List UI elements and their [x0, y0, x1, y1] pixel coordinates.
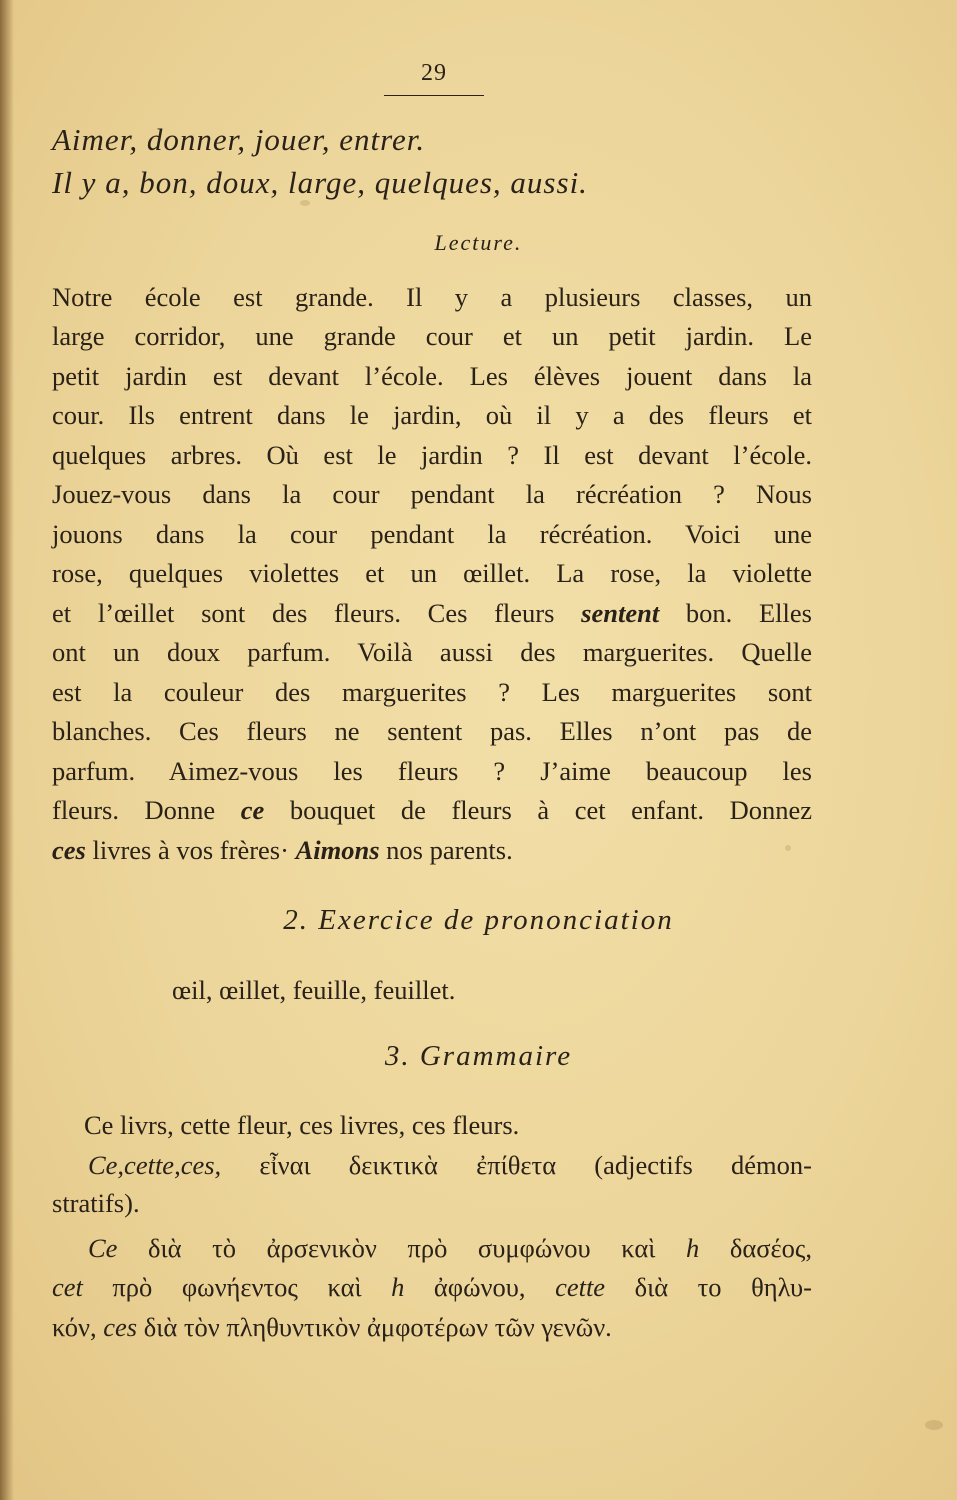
reading-line: jouons dans la cour pendant la récréation. Voici une — [52, 519, 812, 549]
grammar-term: Ce — [88, 1233, 118, 1263]
grammar-text-segment: διὰ το θηλυ- — [605, 1272, 812, 1302]
emphasis-word: ces — [52, 835, 86, 865]
reading-text-segment: bon. Elles — [659, 598, 812, 628]
reading-line: quelques arbres. Où est le jardin ? Il est devant l’école. — [52, 440, 812, 470]
grammar-rule-line: stratifs). — [52, 1188, 140, 1218]
grammar-example: Ce livrs, cette fleur, ces livres, ces fleurs. — [84, 1110, 520, 1140]
emphasis-word: Aimons — [295, 835, 380, 865]
grammar-rule-line — [52, 1272, 812, 1302]
reading-line: large corridor, une grande cour et un petit jardin. Le — [52, 321, 812, 351]
grammar-term: cette — [555, 1272, 606, 1302]
reading-text-segment: livres à vos frères· — [85, 835, 296, 865]
pronunciation-words: œil, œillet, feuille, feuillet. — [172, 975, 456, 1005]
reading-line: Notre école est grande. Il y a plusieurs classes, un — [52, 282, 812, 312]
reading-text-segment: nos parents. — [379, 835, 513, 865]
reading-line: petit jardin est devant l’école. Les élèves jouent dans la — [52, 361, 812, 391]
grammar-text-segment: κόν, — [52, 1312, 104, 1342]
vocabulary-words: Il y a, bon, doux, large, quelques, aussi. — [52, 165, 588, 200]
reading-line: cour. Ils entrent dans le jardin, où il y a des fleurs et — [52, 400, 812, 430]
page-number: 29 — [421, 60, 447, 86]
spine-shadow — [0, 0, 14, 1500]
grammar-term: ces — [103, 1312, 138, 1342]
reading-heading: Lecture. — [434, 230, 523, 255]
grammar-rule-line — [52, 1312, 612, 1342]
grammar-text-segment: εἶναι δεικτικὰ ἐπίθετα (adjectifs démon- — [221, 1150, 812, 1180]
grammar-text-segment: ἀφώνου, — [404, 1272, 556, 1302]
page-number-rule — [384, 95, 484, 96]
reading-line: blanches. Ces fleurs ne sentent pas. Elles n’ont pas de — [52, 716, 812, 746]
grammar-heading: 3. Grammaire — [384, 1040, 573, 1072]
grammar-text-segment: δασέος, — [699, 1233, 812, 1263]
pronunciation-heading: 2. Exercice de prononciation — [283, 904, 674, 936]
reading-line — [52, 835, 513, 865]
grammar-term: Ce,cette,ces, — [88, 1150, 222, 1180]
reading-line: parfum. Aimez-vous les fleurs ? J’aime beaucoup les — [52, 756, 812, 786]
grammar-term: h — [391, 1272, 405, 1302]
vocabulary-verbs: Aimer, donner, jouer, entrer. — [52, 122, 426, 157]
emphasis-word: ce — [240, 795, 265, 825]
paper-stain — [925, 1420, 943, 1430]
grammar-text-segment: διὰ τὸ ἀρσενικὸν πρὸ συμφώνου καὶ — [117, 1233, 686, 1263]
grammar-text-segment: πρὸ φωνήεντος καὶ — [82, 1272, 392, 1302]
reading-line: Jouez-vous dans la cour pendant la récréation ? Nous — [52, 479, 812, 509]
reading-line: rose, quelques violettes et un œillet. La rose, la violette — [52, 558, 812, 588]
reading-text-segment: fleurs. Donne — [52, 795, 241, 825]
grammar-rule-line — [88, 1233, 812, 1263]
grammar-text-segment: διὰ τὸν πληθυντικὸν ἀμφοτέρων τῶν γενῶν. — [137, 1312, 612, 1342]
reading-text-segment: et l’œillet sont des fleurs. Ces fleurs — [52, 598, 582, 628]
reading-line: ont un doux parfum. Voilà aussi des marguerites. Quelle — [52, 637, 812, 667]
reading-line — [52, 795, 812, 825]
grammar-term: cet — [52, 1272, 83, 1302]
paper-stain — [785, 845, 791, 851]
reading-line — [52, 598, 812, 628]
grammar-rule-line — [88, 1150, 812, 1180]
emphasis-word: sentent — [581, 598, 660, 628]
grammar-term: h — [685, 1233, 700, 1263]
reading-line: est la couleur des marguerites ? Les marguerites sont — [52, 677, 812, 707]
reading-text-segment: bouquet de fleurs à cet enfant. Donnez — [264, 795, 812, 825]
